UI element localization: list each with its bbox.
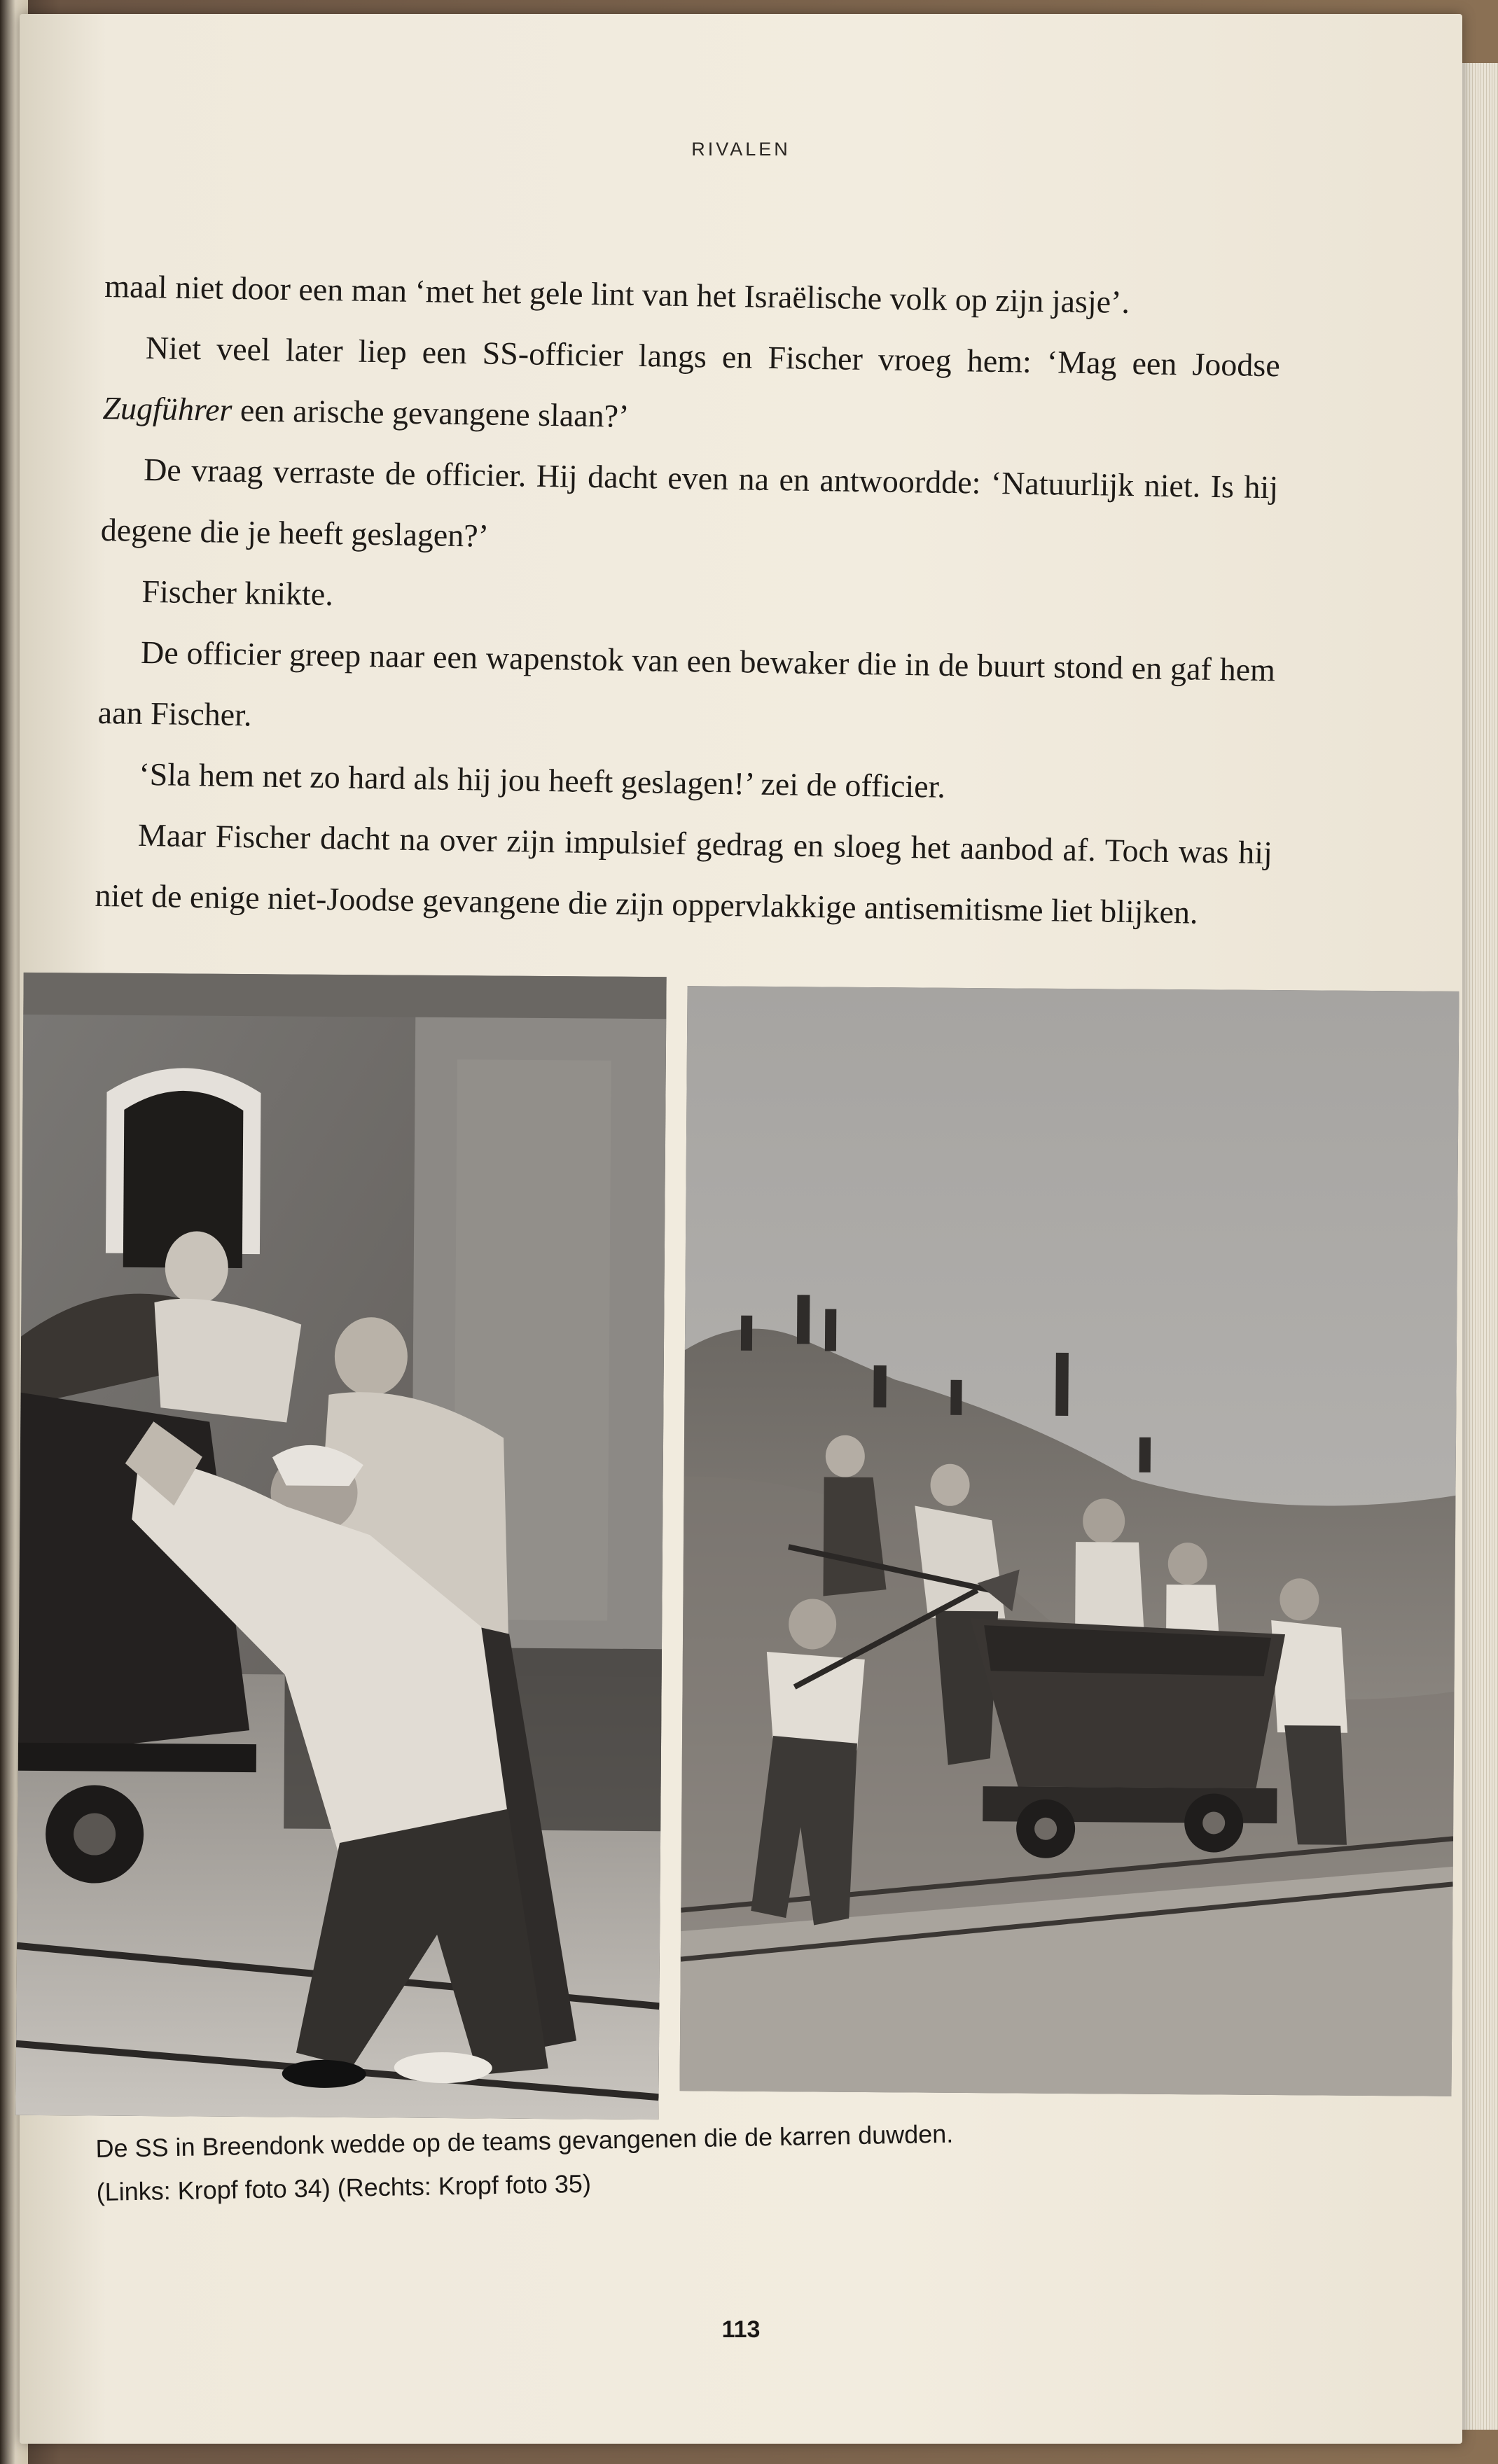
paragraph-text: De vraag verraste de officier. Hij dacht even na en antwoordde: ‘Natuurlijk niet. Is hij degene die je heeft geslagen?’ bbox=[100, 451, 1279, 554]
paragraph-text: Maar Fischer dacht na over zijn impulsief gedrag en sloeg het aanbod af. Toch was hij niet de enige niet-Joodse gevangene die zijn oppervlakkige antisemitisme liet blijken. bbox=[95, 816, 1273, 931]
running-head: RIVALEN bbox=[691, 139, 791, 160]
caption-line-1: De SS in Breendonk wedde op de teams gevangenen die de karren duwden. bbox=[95, 2119, 954, 2163]
photo-spread bbox=[20, 975, 1462, 2123]
left-photo bbox=[15, 973, 666, 2120]
paragraph-text: ‘Sla hem net zo hard als hij jou heeft geslagen!’ zei de officier. bbox=[138, 756, 946, 805]
body-text bbox=[95, 256, 1282, 944]
body-paragraph bbox=[100, 438, 1279, 578]
book-page bbox=[20, 14, 1462, 2444]
caption-line-2: (Links: Kropf foto 34) (Rechts: Kropf foto 35) bbox=[96, 2169, 592, 2206]
italic-term: Zugführer bbox=[102, 389, 233, 428]
paragraph-text: Fischer knikte. bbox=[141, 573, 334, 613]
page-number: 113 bbox=[721, 2316, 761, 2343]
paragraph-text: maal niet door een man ‘met het gele lint van het Israëlische volk op zijn jasje’. bbox=[104, 267, 1130, 320]
right-photo bbox=[680, 986, 1459, 2096]
body-paragraph bbox=[102, 316, 1281, 457]
body-paragraph bbox=[97, 621, 1276, 761]
paragraph-text: De officier greep naar een wapenstok van een bewaker die in de buurt stond en gaf hem aan Fischer. bbox=[97, 634, 1276, 733]
paragraph-text: een arische gevangene slaan?’ bbox=[232, 391, 630, 434]
body-paragraph bbox=[95, 804, 1273, 944]
paragraph-text: Niet veel later liep een SS-officier langs en Fischer vroeg hem: ‘Mag een Joodse bbox=[145, 329, 1281, 384]
